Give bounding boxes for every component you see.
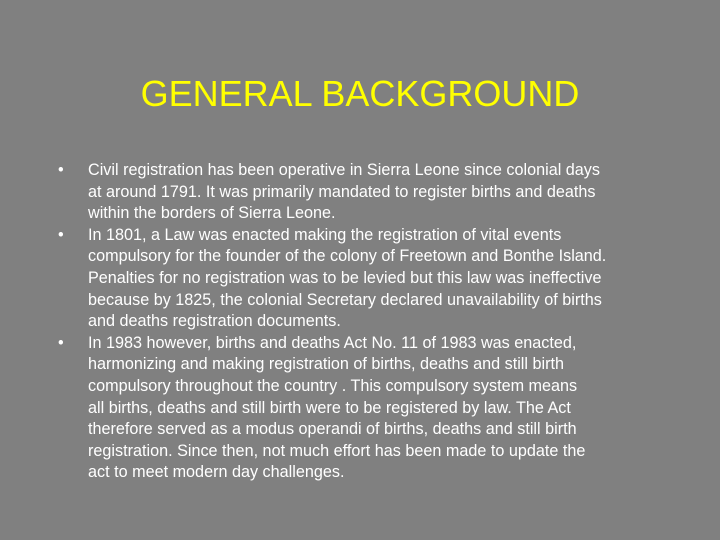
bullet-dot-icon: •	[58, 161, 64, 179]
bullet-line: therefore served as a modus operandi of births, deaths and still birth	[88, 420, 577, 439]
slide-title: GENERAL BACKGROUND	[140, 73, 580, 114]
bullet-line: In 1983 however, births and deaths Act No. 11 of 1983 was enacted,	[88, 333, 577, 352]
bullet-line: at around 1791. It was primarily mandated to register births and deaths	[88, 182, 596, 201]
bullet-line: all births, deaths and still birth were to be registered by law. The Act	[88, 398, 571, 417]
bullet-item-1	[58, 160, 668, 225]
bullet-line: compulsory for the founder of the colony of Freetown and Bonthe Island.	[88, 247, 607, 266]
bullet-list	[58, 160, 668, 484]
bullet-line: Penalties for no registration was to be levied but this law was ineffective	[88, 268, 602, 287]
bullet-item-3	[58, 333, 668, 484]
bullet-item-2	[58, 225, 668, 333]
bullet-line: within the borders of Sierra Leone.	[88, 204, 336, 223]
bullet-line: harmonizing and making registration of births, deaths and still birth	[88, 355, 564, 374]
bullet-line: act to meet modern day challenges.	[88, 463, 345, 482]
bullet-line: compulsory throughout the country . This compulsory system means	[88, 376, 578, 395]
bullet-line: because by 1825, the colonial Secretary declared unavailability of births	[88, 290, 602, 309]
bullet-line: In 1801, a Law was enacted making the registration of vital events	[88, 225, 562, 244]
bullet-line: registration. Since then, not much effort has been made to update the	[88, 441, 586, 460]
bullet-dot-icon: •	[58, 333, 64, 352]
bullet-dot-icon: •	[58, 225, 64, 244]
bullet-line: and deaths registration documents.	[88, 312, 341, 331]
bullet-line: Civil registration has been operative in Sierra Leone since colonial days	[88, 161, 600, 179]
